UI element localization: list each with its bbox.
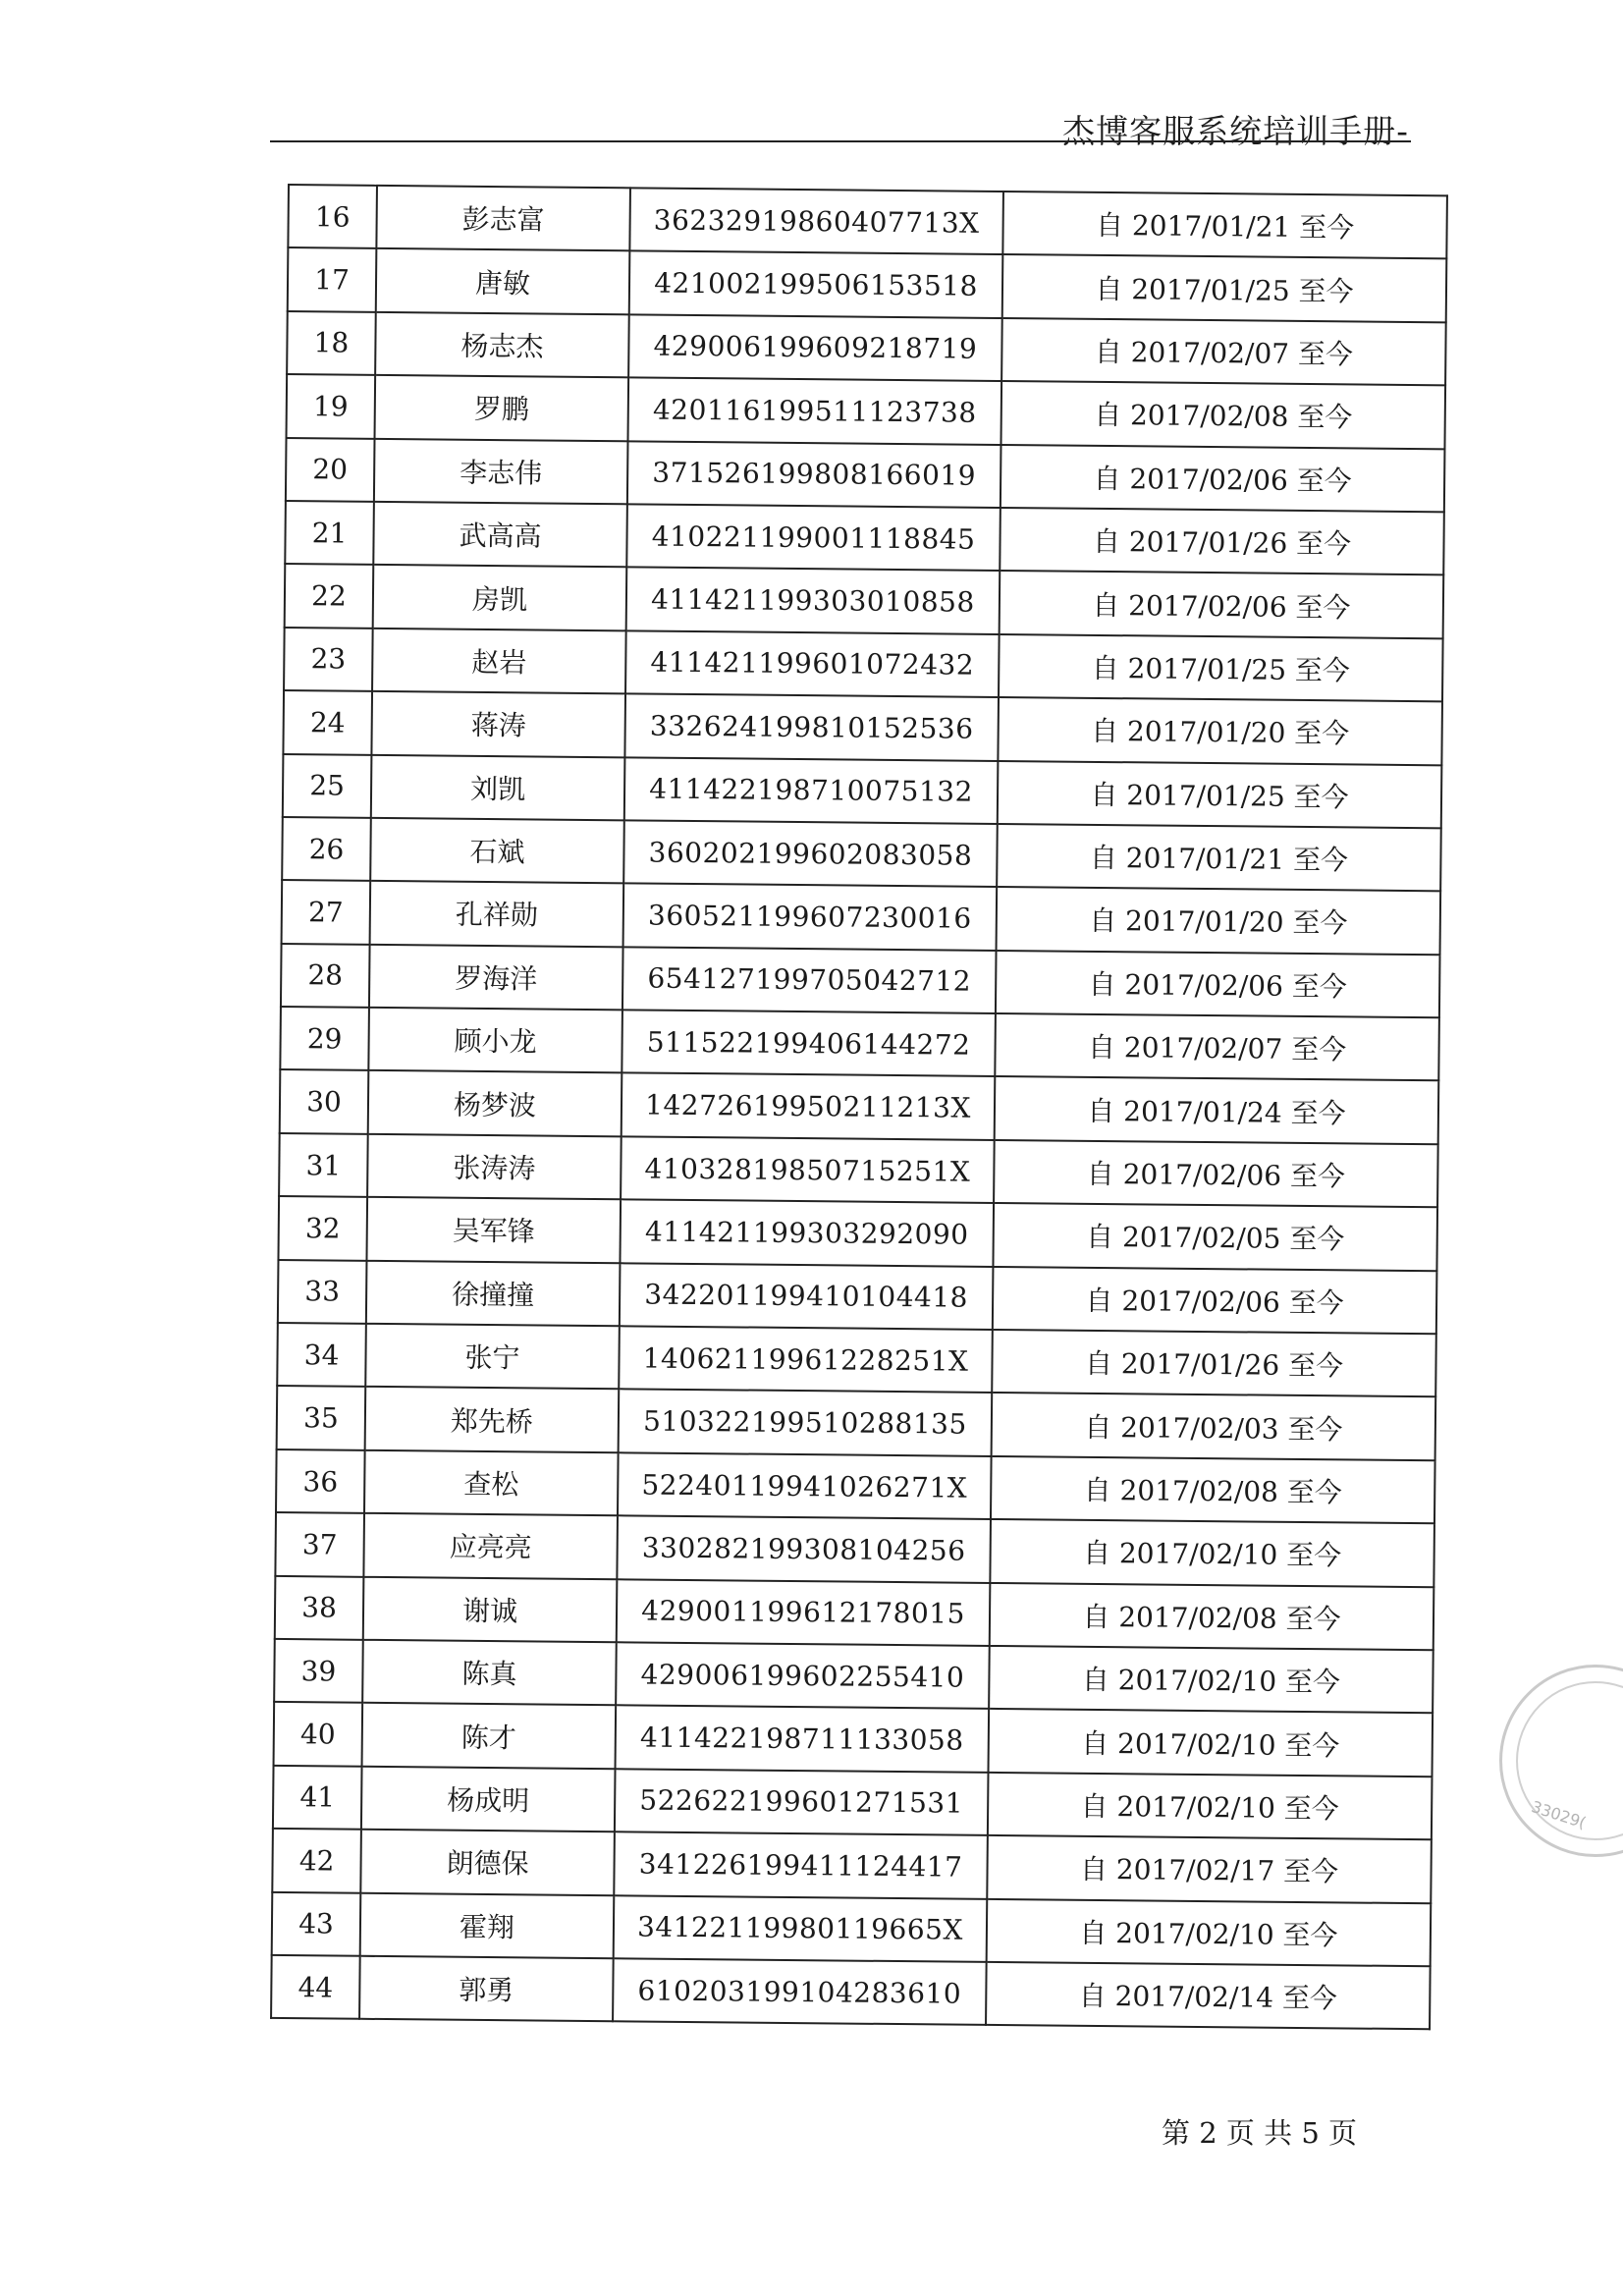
table-row [273, 1766, 1433, 1840]
table-row [271, 1955, 1431, 2030]
row-number-cell: 42 [272, 1829, 361, 1892]
id-number-cell: 410221199001118845 [626, 504, 1001, 571]
name-cell: 吴军锋 [366, 1197, 621, 1263]
period-cell: 自 2017/02/10 至今 [988, 1773, 1433, 1840]
row-number-cell: 44 [271, 1955, 360, 2019]
row-number-cell: 26 [282, 817, 371, 881]
name-cell: 应亮亮 [363, 1513, 618, 1579]
period-cell: 自 2017/01/25 至今 [1002, 254, 1447, 322]
name-cell: 杨志杰 [375, 312, 629, 378]
id-number-cell: 14062119961228251X [619, 1326, 993, 1393]
table-row [287, 311, 1446, 386]
period-cell: 自 2017/02/07 至今 [1001, 318, 1446, 386]
row-number-cell: 36 [276, 1449, 365, 1513]
id-number-cell: 330282199308104256 [617, 1515, 991, 1582]
row-number-cell: 34 [277, 1323, 366, 1387]
table-row [280, 1007, 1439, 1081]
name-cell: 唐敏 [376, 248, 630, 314]
table-row [278, 1196, 1437, 1271]
table-row [284, 628, 1443, 702]
table-row [275, 1576, 1434, 1651]
period-cell: 自 2017/02/10 至今 [989, 1709, 1434, 1777]
period-cell: 自 2017/02/06 至今 [1000, 571, 1444, 638]
name-cell: 杨梦波 [368, 1070, 622, 1136]
id-number-cell: 34122119980119665X [614, 1895, 988, 1962]
table-row [272, 1829, 1432, 1903]
row-number-cell: 37 [275, 1512, 364, 1576]
id-number-cell: 371526199808166019 [627, 441, 1001, 508]
name-cell: 谢诚 [363, 1576, 618, 1642]
row-number-cell: 21 [285, 501, 374, 565]
id-number-cell: 429006199602255410 [616, 1642, 990, 1709]
row-number-cell: 35 [277, 1386, 366, 1449]
id-number-cell: 341226199411124417 [614, 1831, 988, 1898]
name-cell: 武高高 [373, 502, 627, 568]
row-number-cell: 40 [274, 1702, 363, 1766]
name-cell: 朗德保 [360, 1830, 615, 1895]
id-number-cell: 41032819850715251X [621, 1136, 995, 1203]
row-number-cell: 23 [284, 628, 373, 691]
id-number-cell: 411422198711133058 [616, 1706, 990, 1773]
table-row [280, 1069, 1439, 1144]
table-row [278, 1260, 1437, 1335]
table-row [282, 817, 1441, 892]
table-row [275, 1512, 1434, 1587]
period-cell: 自 2017/01/21 至今 [1002, 191, 1447, 259]
table-row [274, 1702, 1434, 1777]
row-number-cell: 25 [283, 753, 372, 817]
id-number-cell: 654127199705042712 [622, 947, 997, 1013]
id-number-cell: 522622199601271531 [615, 1769, 989, 1835]
id-number-cell: 360521199607230016 [623, 884, 998, 951]
name-cell: 李志伟 [374, 438, 628, 504]
name-cell: 彭志富 [376, 186, 630, 251]
period-cell: 自 2017/01/20 至今 [997, 887, 1441, 955]
period-cell: 自 2017/01/25 至今 [999, 634, 1443, 702]
row-number-cell: 18 [287, 311, 376, 375]
name-cell: 陈才 [362, 1703, 617, 1769]
name-cell: 赵岩 [372, 629, 626, 694]
row-number-cell: 38 [275, 1576, 364, 1640]
header-rule [270, 140, 1411, 142]
roster-table-body [271, 185, 1447, 2030]
period-cell: 自 2017/01/26 至今 [1000, 508, 1444, 575]
name-cell: 罗鹏 [375, 375, 629, 441]
roster-table [270, 184, 1448, 2031]
period-cell: 自 2017/02/06 至今 [994, 1140, 1438, 1208]
row-number-cell: 32 [278, 1196, 367, 1260]
table-row [285, 564, 1444, 638]
table-row [288, 247, 1447, 322]
id-number-cell: 411421199303010858 [626, 568, 1001, 634]
name-cell: 孔祥勋 [370, 881, 624, 947]
period-cell: 自 2017/01/25 至今 [998, 760, 1442, 828]
id-number-cell: 429006199609218719 [628, 314, 1002, 381]
id-number-cell: 360202199602083058 [623, 820, 998, 887]
period-cell: 自 2017/02/10 至今 [989, 1646, 1434, 1714]
row-number-cell: 19 [287, 374, 376, 438]
name-cell: 查松 [364, 1450, 619, 1516]
row-number-cell: 16 [288, 185, 377, 248]
table-row [277, 1323, 1436, 1397]
name-cell: 郭勇 [359, 1956, 614, 2022]
name-cell: 陈真 [362, 1640, 617, 1706]
id-number-cell: 411421199303292090 [620, 1200, 994, 1267]
id-number-cell: 411422198710075132 [624, 757, 999, 824]
table-row [274, 1639, 1434, 1714]
id-number-cell: 610203199104283610 [613, 1958, 987, 2025]
period-cell: 自 2017/01/21 至今 [997, 824, 1441, 892]
period-cell: 自 2017/02/06 至今 [1001, 445, 1445, 513]
roster-table-container [288, 184, 1448, 2019]
name-cell: 郑先桥 [365, 1387, 620, 1452]
table-row [281, 944, 1440, 1018]
period-cell: 自 2017/02/10 至今 [987, 1898, 1432, 1966]
name-cell: 杨成明 [361, 1767, 616, 1832]
row-number-cell: 22 [285, 564, 374, 628]
table-row [283, 690, 1442, 765]
table-row [283, 753, 1442, 828]
id-number-cell: 510322199510288135 [619, 1390, 993, 1456]
table-row [285, 501, 1444, 575]
official-seal-stamp [1499, 1665, 1623, 1857]
name-cell: 张涛涛 [367, 1134, 622, 1200]
page-number: 第 2 页 共 5 页 [1162, 2116, 1357, 2150]
row-number-cell: 24 [283, 690, 372, 754]
row-number-cell: 33 [278, 1260, 367, 1324]
name-cell: 徐撞撞 [366, 1260, 621, 1326]
name-cell: 房凯 [373, 565, 627, 630]
row-number-cell: 30 [280, 1069, 369, 1133]
period-cell: 自 2017/02/05 至今 [993, 1203, 1437, 1271]
table-row [279, 1133, 1438, 1208]
id-number-cell: 52240119941026271X [618, 1452, 992, 1519]
period-cell: 自 2017/02/14 至今 [986, 1962, 1431, 2030]
name-cell: 霍翔 [360, 1892, 615, 1958]
table-row [288, 185, 1447, 259]
row-number-cell: 17 [288, 247, 377, 311]
table-row [282, 880, 1441, 955]
id-number-cell: 14272619950211213X [622, 1073, 996, 1140]
table-row [276, 1449, 1435, 1524]
period-cell: 自 2017/01/26 至今 [992, 1330, 1436, 1397]
id-number-cell: 36232919860407713X [629, 188, 1003, 254]
seal-icon [1502, 1667, 1623, 1854]
id-number-cell: 342201199410104418 [620, 1263, 994, 1330]
id-number-cell: 411421199601072432 [625, 630, 1000, 697]
period-cell: 自 2017/02/06 至今 [996, 951, 1440, 1018]
name-cell: 石斌 [370, 818, 624, 884]
name-cell: 罗海洋 [369, 945, 623, 1011]
row-number-cell: 20 [286, 438, 375, 502]
row-number-cell: 28 [281, 944, 370, 1008]
table-row [277, 1386, 1436, 1460]
period-cell: 自 2017/02/08 至今 [1001, 381, 1445, 449]
id-number-cell: 332624199810152536 [624, 693, 999, 760]
name-cell: 刘凯 [371, 754, 625, 820]
row-number-cell: 41 [273, 1766, 362, 1830]
period-cell: 自 2017/01/20 至今 [998, 697, 1442, 765]
document-header-title: 杰博客服系统培训手册- [1062, 112, 1409, 150]
period-cell: 自 2017/02/08 至今 [990, 1583, 1434, 1651]
period-cell: 自 2017/02/17 至今 [987, 1835, 1432, 1903]
id-number-cell: 421002199506153518 [629, 251, 1003, 318]
period-cell: 自 2017/02/07 至今 [995, 1013, 1439, 1081]
id-number-cell: 429001199612178015 [617, 1579, 991, 1646]
table-row [272, 1891, 1432, 1966]
row-number-cell: 43 [272, 1891, 361, 1955]
period-cell: 自 2017/02/08 至今 [991, 1456, 1435, 1524]
table-row [287, 374, 1446, 449]
row-number-cell: 39 [274, 1639, 363, 1703]
row-number-cell: 29 [280, 1007, 369, 1070]
row-number-cell: 27 [282, 880, 371, 944]
row-number-cell: 31 [279, 1133, 368, 1197]
id-number-cell: 511522199406144272 [622, 1010, 996, 1076]
name-cell: 顾小龙 [368, 1008, 622, 1073]
id-number-cell: 420116199511123738 [628, 378, 1002, 445]
name-cell: 蒋涛 [371, 691, 625, 757]
period-cell: 自 2017/02/10 至今 [990, 1519, 1434, 1587]
seal-partial-text: 33029( [1529, 1797, 1589, 1832]
period-cell: 自 2017/02/06 至今 [993, 1267, 1437, 1335]
period-cell: 自 2017/01/24 至今 [995, 1076, 1439, 1144]
table-row [286, 438, 1445, 513]
period-cell: 自 2017/02/03 至今 [992, 1393, 1436, 1460]
name-cell: 张宁 [365, 1324, 620, 1390]
